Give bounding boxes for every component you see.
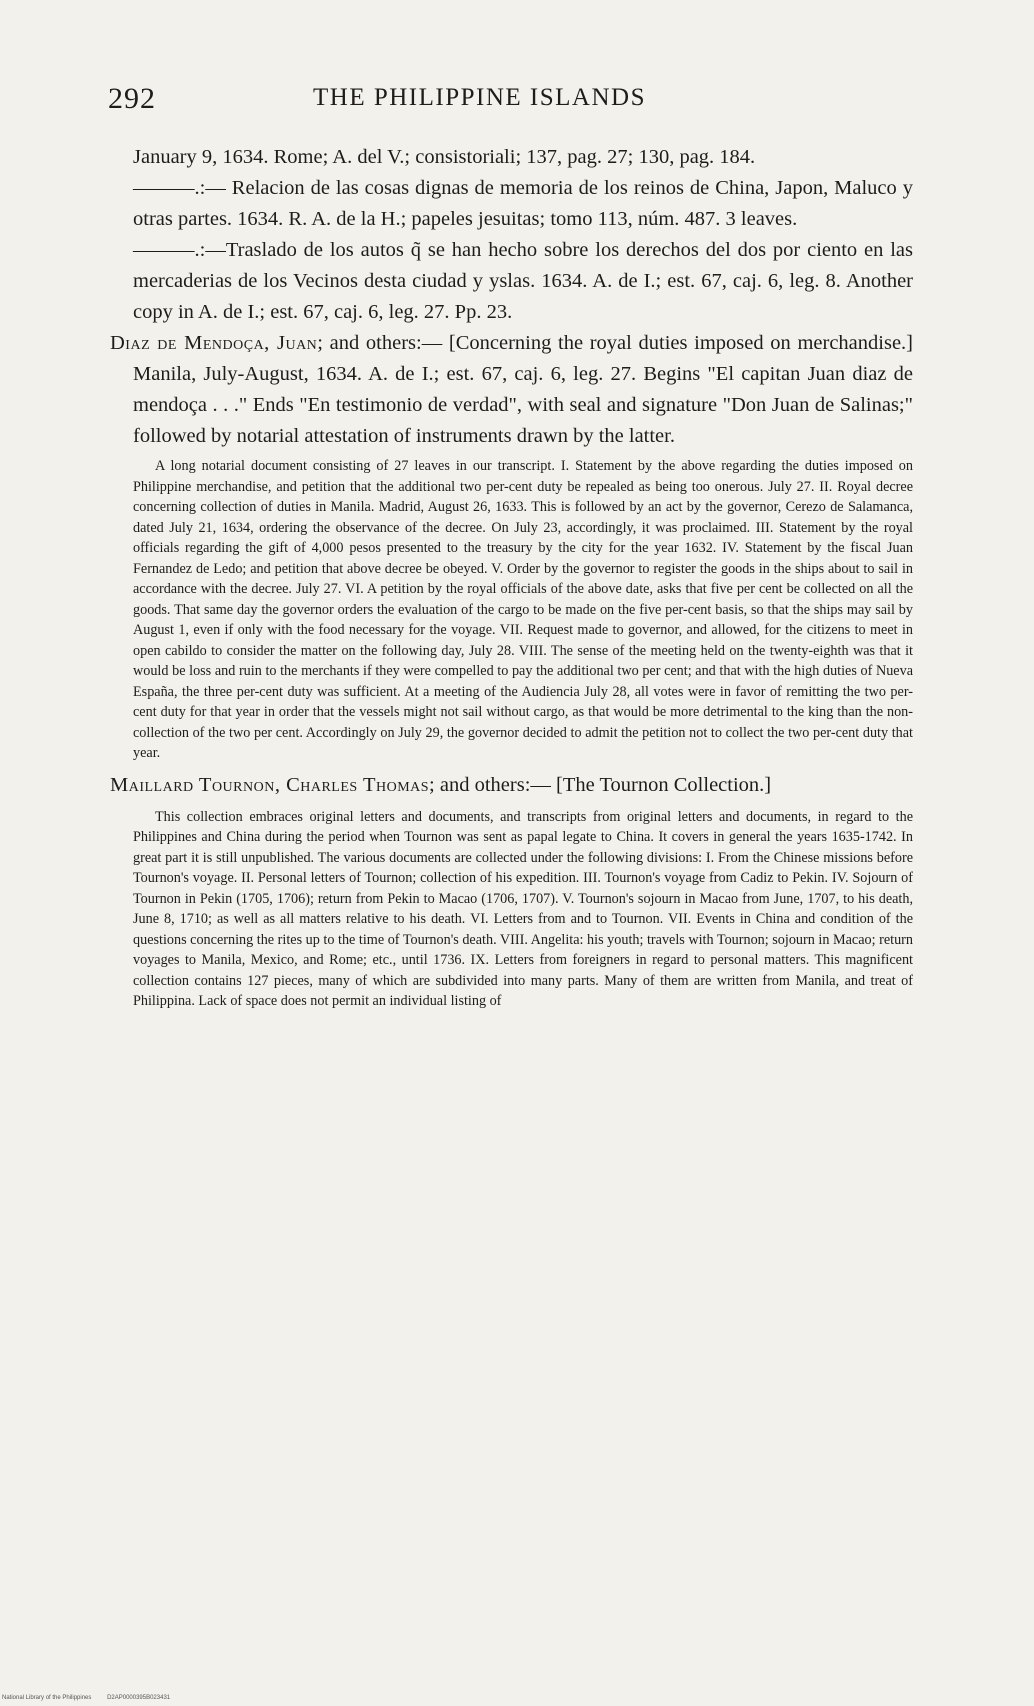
- scan-code: D2AP0000395B023431: [107, 1695, 171, 1701]
- entry-annotation: This collection embraces original letters and documents, and transcripts from original letters and documents, in regard to the Philippines and China during the period when Tournon was sent as papal legate to China. It covers in general the years 1635-1742. In great part it is still unpublished. The various documents are collected under the following divisions: I. From the Chinese missions before Tournon's voyage. II. Personal letters of Tournon; collection of his expedition. III. Tournon's voyage from Cadiz to Pekin. IV. Sojourn of Tournon in Pekin (1705, 1706); return from Pekin to Macao (1706, 1707). V. Tournon's sojourn in Macao from June, 1707, to his death, June 8, 1710; as well as all matters relative to his death. VI. Letters from and to Tournon. VII. Events in China and condition of the questions concerning the rites up to the time of Tournon's death. VIII. Angelita: his youth; travels with Tournon; sojourn in Macao; return voyages to Manila, Mexico, and Rome; etc., until 1736. IX. Letters from foreigners in regard to personal matters. This magnificent collection contains 127 pieces, many of which are subdivided into many parts. Many of them are written from Manila, and treat of Philippina. Lack of space does not permit an individual listing of: [133, 808, 913, 1009]
- running-title: THE PHILIPPINE ISLANDS: [313, 84, 646, 111]
- running-head: [108, 82, 908, 122]
- entry-author: Maillard Tournon, Charles Thomas: [110, 773, 430, 796]
- entry-text: Traslado de los autos q̃ se han hecho sobre los derechos del dos por ciento en las mercaderias de los Vecinos desta ciudad y yslas. 1634. A. de I.; est. 67, caj. 6, leg. 8. Another copy in A. de I.; est. 67, caj. 6, leg. 27. Pp. 23.: [133, 239, 913, 323]
- entry-author: Diaz de Mendoça, Juan: [110, 332, 318, 354]
- ditto-dash: ———.:—: [133, 239, 226, 261]
- bibliography-entry: [110, 235, 913, 328]
- scan-footer: [2, 1695, 184, 1701]
- entry-text: January 9, 1634. Rome; A. del V.; consistoriali; 137, pag. 27; 130, pag. 184.: [133, 146, 756, 168]
- entry-text: Relacion de las cosas dignas de memoria de los reinos de China, Japon, Maluco y otras partes. 1634. R. A. de la H.; papeles jesuitas; tomo 113, núm. 487. 3 leaves.: [133, 177, 913, 230]
- library-name: National Library of the Philippines: [2, 1695, 92, 1701]
- bibliography-entry: [110, 173, 913, 235]
- page-number: 292: [108, 82, 156, 115]
- bibliography-entry: [110, 770, 913, 801]
- bibliography-entry: [110, 328, 913, 452]
- entry-text: ; and others:— [Concerning the royal duties imposed on merchandise.] Manila, July-August, 1634. A. de I.; est. 67, caj. 6, leg. 27. Begins "El capitan Juan diaz de mendoça . . ." Ends "En testimonio de verdad", with seal and signature "Don Juan de Salinas;" followed by notarial attestation of instruments drawn by the latter.: [133, 332, 913, 447]
- bibliography-text: [110, 142, 913, 1018]
- entry-continuation: [110, 142, 913, 173]
- entry-text: ; and others:— [The Tournon Collection.]: [429, 773, 772, 796]
- ditto-dash: ———.:—: [133, 177, 226, 199]
- entry-annotation: A long notarial document consisting of 27 leaves in our transcript. I. Statement by the above regarding the duties imposed on Philippine merchandise, and petition that the additional two per-cent duty be repealed as being too onerous. July 27. II. Royal decree concerning collection of duties in Manila. Madrid, August 26, 1633. This is followed by an act by the governor, Cerezo de Salamanca, dated July 21, 1634, ordering the observance of the decree. On July 23, accordingly, it was proclaimed. III. Statement by the royal officials regarding the gift of 4,000 pesos presented to the treasury by the city for the year 1632. IV. Statement by the fiscal Juan Fernandez de Ledo; and petition that above decree be obeyed. V. Order by the governor to register the goods in the ships about to sail in accordance with the decree. July 27. VI. A petition by the royal officials of the above date, asks that five per cent be collected on all the goods. That same day the governor orders the evaluation of the cargo to be made on the five per-cent basis, so that the ships may sail by August 1, even if only with the food necessary for the voyage. VII. Request made to governor, and allowed, for the citizens to meet in open cabildo to consider the matter on the following day, July 28. VIII. The sense of the meeting held on the twenty-eighth was that it would be loss and ruin to the merchants if they were compelled to pay the additional two per cent; and that with the high duties of Nueva España, the three per-cent duty was sufficient. At a meeting of the Audiencia July 28, all votes were in favor of remitting the two per-cent duty for that year in order that the vessels might not sail without cargo, as that would be more detrimental to the king than the non-collection of the two per cent. Accordingly on July 29, the governor decided to admit the petition not to collect the two per-cent duty that year.: [133, 458, 913, 761]
